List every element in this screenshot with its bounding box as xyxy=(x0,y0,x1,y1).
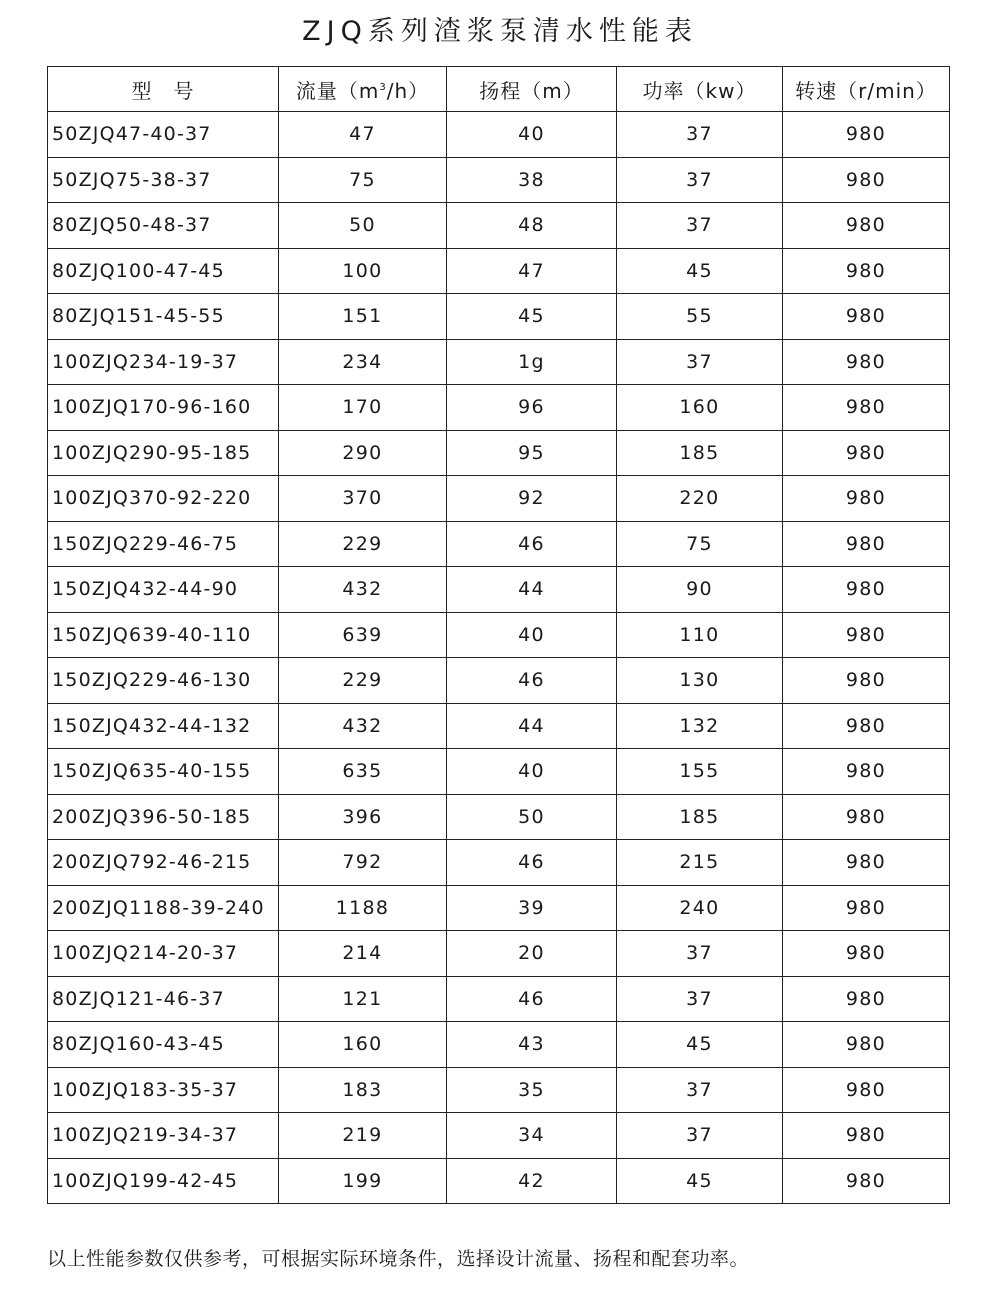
cell-speed: 980 xyxy=(783,112,950,158)
cell-power: 215 xyxy=(617,840,783,886)
cell-power: 90 xyxy=(617,567,783,613)
cell-flow: 1188 xyxy=(279,885,447,931)
cell-flow: 396 xyxy=(279,794,447,840)
header-head: 扬程（m） xyxy=(447,67,617,112)
cell-head: 45 xyxy=(447,294,617,340)
cell-model: 200ZJQ1188-39-240 xyxy=(48,885,279,931)
cell-head: 96 xyxy=(447,385,617,431)
cell-head: 40 xyxy=(447,749,617,795)
cell-power: 160 xyxy=(617,385,783,431)
cell-speed: 980 xyxy=(783,385,950,431)
cell-head: 20 xyxy=(447,931,617,977)
header-speed: 转速（r/min） xyxy=(783,67,950,112)
cell-flow: 214 xyxy=(279,931,447,977)
cell-flow: 50 xyxy=(279,203,447,249)
cell-model: 150ZJQ635-40-155 xyxy=(48,749,279,795)
table-row xyxy=(48,385,950,431)
header-flow-prefix: 流量（m xyxy=(295,78,380,103)
cell-model: 150ZJQ229-46-130 xyxy=(48,658,279,704)
cell-flow: 234 xyxy=(279,339,447,385)
cell-power: 110 xyxy=(617,612,783,658)
cell-flow: 229 xyxy=(279,521,447,567)
cell-model: 100ZJQ370-92-220 xyxy=(48,476,279,522)
cell-power: 37 xyxy=(617,1113,783,1159)
cell-power: 75 xyxy=(617,521,783,567)
cell-flow: 219 xyxy=(279,1113,447,1159)
footnote: 以上性能参数仅供参考，可根据实际环境条件，选择设计流量、扬程和配套功率。 xyxy=(47,1248,750,1270)
page-title: ZJQ系列渣浆泵清水性能表 xyxy=(302,16,698,47)
cell-power: 37 xyxy=(617,339,783,385)
cell-speed: 980 xyxy=(783,749,950,795)
cell-power: 130 xyxy=(617,658,783,704)
table-row xyxy=(48,976,950,1022)
cell-model: 150ZJQ639-40-110 xyxy=(48,612,279,658)
cell-model: 100ZJQ214-20-37 xyxy=(48,931,279,977)
table-row xyxy=(48,339,950,385)
cell-model: 100ZJQ170-96-160 xyxy=(48,385,279,431)
cell-flow: 160 xyxy=(279,1022,447,1068)
table-row xyxy=(48,203,950,249)
table-row xyxy=(48,931,950,977)
table-row xyxy=(48,749,950,795)
cell-power: 37 xyxy=(617,157,783,203)
table-row xyxy=(48,248,950,294)
cell-model: 200ZJQ792-46-215 xyxy=(48,840,279,886)
cell-head: 38 xyxy=(447,157,617,203)
table-header-row xyxy=(48,67,950,112)
cell-power: 45 xyxy=(617,248,783,294)
cell-speed: 980 xyxy=(783,476,950,522)
cell-power: 185 xyxy=(617,430,783,476)
table-body xyxy=(48,112,950,1204)
header-power: 功率（kw） xyxy=(617,67,783,112)
table-row xyxy=(48,794,950,840)
cell-model: 50ZJQ47-40-37 xyxy=(48,112,279,158)
cell-power: 37 xyxy=(617,112,783,158)
cell-head: 48 xyxy=(447,203,617,249)
table-row xyxy=(48,112,950,158)
header-model: 型 号 xyxy=(48,67,279,112)
cell-power: 220 xyxy=(617,476,783,522)
cell-flow: 432 xyxy=(279,567,447,613)
cell-head: 40 xyxy=(447,612,617,658)
cell-speed: 980 xyxy=(783,248,950,294)
cell-head: 92 xyxy=(447,476,617,522)
cell-model: 50ZJQ75-38-37 xyxy=(48,157,279,203)
header-flow-superscript: 3 xyxy=(379,81,387,93)
table-row xyxy=(48,658,950,704)
cell-head: 44 xyxy=(447,703,617,749)
cell-model: 80ZJQ160-43-45 xyxy=(48,1022,279,1068)
cell-head: 43 xyxy=(447,1022,617,1068)
cell-model: 100ZJQ183-35-37 xyxy=(48,1067,279,1113)
cell-speed: 980 xyxy=(783,794,950,840)
cell-speed: 980 xyxy=(783,703,950,749)
cell-speed: 980 xyxy=(783,521,950,567)
cell-speed: 980 xyxy=(783,1067,950,1113)
cell-speed: 980 xyxy=(783,430,950,476)
cell-power: 37 xyxy=(617,203,783,249)
cell-power: 185 xyxy=(617,794,783,840)
cell-flow: 370 xyxy=(279,476,447,522)
cell-head: 1g xyxy=(447,339,617,385)
cell-head: 95 xyxy=(447,430,617,476)
cell-model: 100ZJQ219-34-37 xyxy=(48,1113,279,1159)
cell-model: 200ZJQ396-50-185 xyxy=(48,794,279,840)
cell-head: 46 xyxy=(447,521,617,567)
header-flow-suffix: /h） xyxy=(386,78,430,103)
cell-speed: 980 xyxy=(783,567,950,613)
table-row xyxy=(48,430,950,476)
cell-model: 80ZJQ100-47-45 xyxy=(48,248,279,294)
cell-flow: 432 xyxy=(279,703,447,749)
performance-table xyxy=(47,66,950,1204)
table-row xyxy=(48,1158,950,1204)
cell-power: 45 xyxy=(617,1022,783,1068)
cell-speed: 980 xyxy=(783,339,950,385)
cell-speed: 980 xyxy=(783,157,950,203)
cell-flow: 100 xyxy=(279,248,447,294)
table-row xyxy=(48,840,950,886)
cell-speed: 980 xyxy=(783,294,950,340)
cell-head: 42 xyxy=(447,1158,617,1204)
cell-power: 45 xyxy=(617,1158,783,1204)
cell-flow: 121 xyxy=(279,976,447,1022)
cell-speed: 980 xyxy=(783,1022,950,1068)
cell-head: 44 xyxy=(447,567,617,613)
cell-head: 46 xyxy=(447,840,617,886)
cell-model: 150ZJQ229-46-75 xyxy=(48,521,279,567)
cell-flow: 229 xyxy=(279,658,447,704)
cell-power: 240 xyxy=(617,885,783,931)
cell-model: 100ZJQ234-19-37 xyxy=(48,339,279,385)
cell-power: 155 xyxy=(617,749,783,795)
cell-flow: 183 xyxy=(279,1067,447,1113)
table-row xyxy=(48,1067,950,1113)
table-row xyxy=(48,294,950,340)
cell-model: 80ZJQ121-46-37 xyxy=(48,976,279,1022)
cell-flow: 170 xyxy=(279,385,447,431)
table-row xyxy=(48,703,950,749)
table-row xyxy=(48,885,950,931)
cell-head: 46 xyxy=(447,976,617,1022)
cell-speed: 980 xyxy=(783,203,950,249)
table-row xyxy=(48,476,950,522)
cell-speed: 980 xyxy=(783,840,950,886)
cell-model: 100ZJQ199-42-45 xyxy=(48,1158,279,1204)
cell-model: 100ZJQ290-95-185 xyxy=(48,430,279,476)
cell-flow: 47 xyxy=(279,112,447,158)
cell-speed: 980 xyxy=(783,658,950,704)
cell-head: 39 xyxy=(447,885,617,931)
cell-head: 50 xyxy=(447,794,617,840)
cell-power: 55 xyxy=(617,294,783,340)
cell-speed: 980 xyxy=(783,976,950,1022)
cell-model: 150ZJQ432-44-90 xyxy=(48,567,279,613)
table-row xyxy=(48,521,950,567)
cell-power: 37 xyxy=(617,931,783,977)
cell-model: 150ZJQ432-44-132 xyxy=(48,703,279,749)
cell-power: 132 xyxy=(617,703,783,749)
cell-speed: 980 xyxy=(783,931,950,977)
cell-power: 37 xyxy=(617,1067,783,1113)
cell-speed: 980 xyxy=(783,885,950,931)
cell-flow: 639 xyxy=(279,612,447,658)
table-row xyxy=(48,1113,950,1159)
cell-flow: 635 xyxy=(279,749,447,795)
cell-head: 46 xyxy=(447,658,617,704)
cell-speed: 980 xyxy=(783,612,950,658)
cell-head: 47 xyxy=(447,248,617,294)
cell-flow: 151 xyxy=(279,294,447,340)
table-row xyxy=(48,157,950,203)
cell-flow: 792 xyxy=(279,840,447,886)
table-row xyxy=(48,567,950,613)
cell-flow: 75 xyxy=(279,157,447,203)
cell-speed: 980 xyxy=(783,1158,950,1204)
cell-head: 34 xyxy=(447,1113,617,1159)
table-row xyxy=(48,1022,950,1068)
cell-power: 37 xyxy=(617,976,783,1022)
cell-head: 35 xyxy=(447,1067,617,1113)
cell-flow: 290 xyxy=(279,430,447,476)
cell-speed: 980 xyxy=(783,1113,950,1159)
cell-model: 80ZJQ50-48-37 xyxy=(48,203,279,249)
cell-model: 80ZJQ151-45-55 xyxy=(48,294,279,340)
header-flow xyxy=(279,67,447,112)
cell-head: 40 xyxy=(447,112,617,158)
table-row xyxy=(48,612,950,658)
cell-flow: 199 xyxy=(279,1158,447,1204)
